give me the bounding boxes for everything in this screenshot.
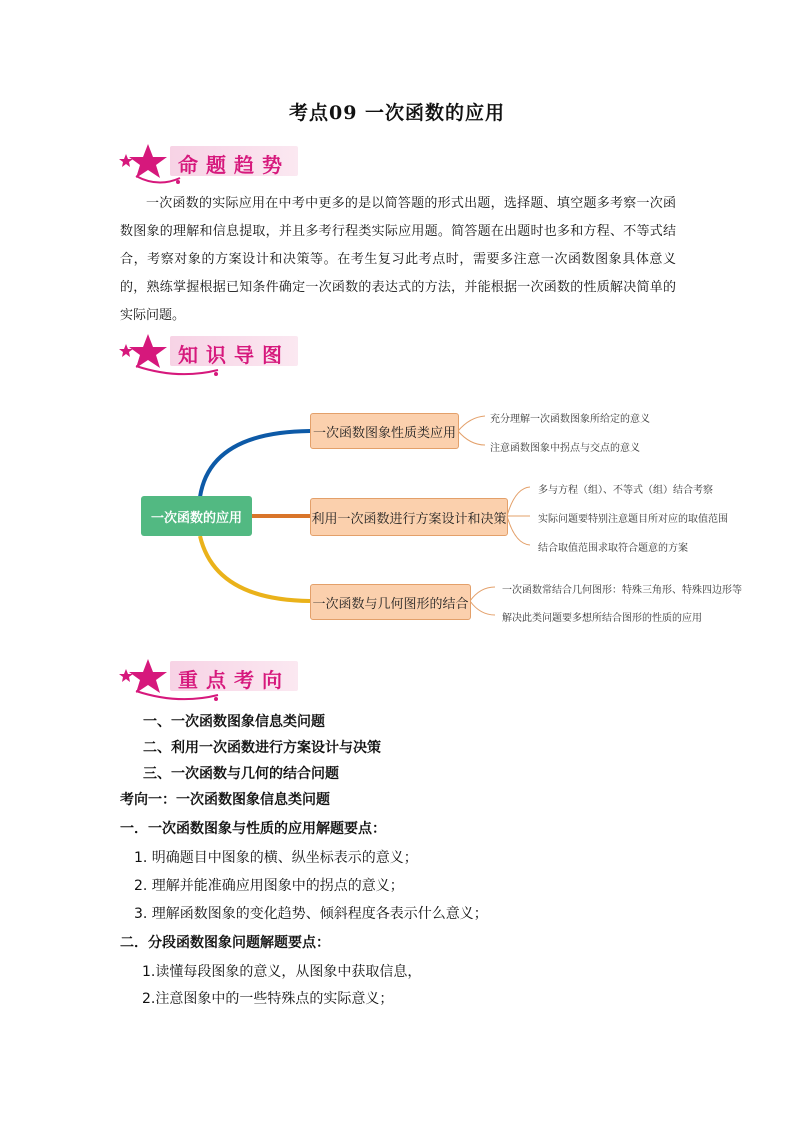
- mindmap-leaf: 实际问题要特别注意题目所对应的取值范围: [538, 514, 728, 525]
- banner-map-label: 知识导图: [178, 343, 290, 367]
- banner-focus: [118, 655, 300, 701]
- mindmap-leaf: 充分理解一次函数图象所给定的意义: [490, 414, 650, 425]
- mindmap-branch-2: 利用一次函数进行方案设计和决策: [310, 498, 508, 536]
- section1-point: 1. 明确题目中图象的横、纵坐标表示的意义；: [134, 850, 418, 866]
- mindmap-branch-3: 一次函数与几何图形的结合: [310, 584, 471, 620]
- section1-heading: 一．一次函数图象与性质的应用解题要点：: [120, 821, 386, 837]
- section1-point: 2. 理解并能准确应用图象中的拐点的意义；: [134, 878, 404, 894]
- section2-heading: 二．分段函数图象问题解题要点：: [120, 935, 330, 951]
- mindmap-root: 一次函数的应用: [141, 496, 252, 536]
- focus-item-1: 一、一次函数图象信息类问题: [143, 714, 325, 730]
- banner-trend-label: 命题趋势: [178, 153, 290, 177]
- focus-item-2: 二、利用一次函数进行方案设计与决策: [143, 740, 381, 756]
- focus-item-3: 三、一次函数与几何的结合问题: [143, 766, 339, 782]
- direction-heading: 考向一：一次函数图象信息类问题: [120, 792, 330, 808]
- page-title: 考点09 一次函数的应用: [288, 102, 506, 124]
- mindmap-leaf: 多与方程（组）、不等式（组）结合考察: [538, 485, 713, 496]
- banner-focus-label: 重点考向: [178, 668, 290, 692]
- mindmap-leaf: 一次函数常结合几何图形：特殊三角形、特殊四边形等: [502, 585, 742, 596]
- section2-point: 1.读懂每段图象的意义，从图象中获取信息，: [142, 964, 422, 980]
- section1-point: 3. 理解函数图象的变化趋势、倾斜程度各表示什么意义；: [134, 906, 488, 922]
- intro-paragraph: 一次函数的实际应用在中考中更多的是以简答题的形式出题，选择题、填空题多考察一次函数图象的理解和信息提取，并且多考行程类实际应用题。简答题在出题时也多和方程、不等式结合，考察对象的方案设计和决策等。在考生复习此考点时，需要多注意一次函数图象具体意义的，熟练掌握根据已知条件确定一次函数的表达式的方法，并能根据一次函数的性质解决简单的实际问题。: [120, 196, 676, 323]
- section2-point: 2.注意图象中的一些特殊点的实际意义；: [142, 991, 394, 1007]
- mindmap-leaf: 结合取值范围求取符合题意的方案: [538, 543, 688, 554]
- mindmap-leaf: 解决此类问题要多想所结合图形的性质的应用: [502, 613, 702, 624]
- mindmap-leaf: 注意函数图象中拐点与交点的意义: [490, 443, 640, 454]
- mindmap-branch-1: 一次函数图象性质类应用: [310, 413, 459, 449]
